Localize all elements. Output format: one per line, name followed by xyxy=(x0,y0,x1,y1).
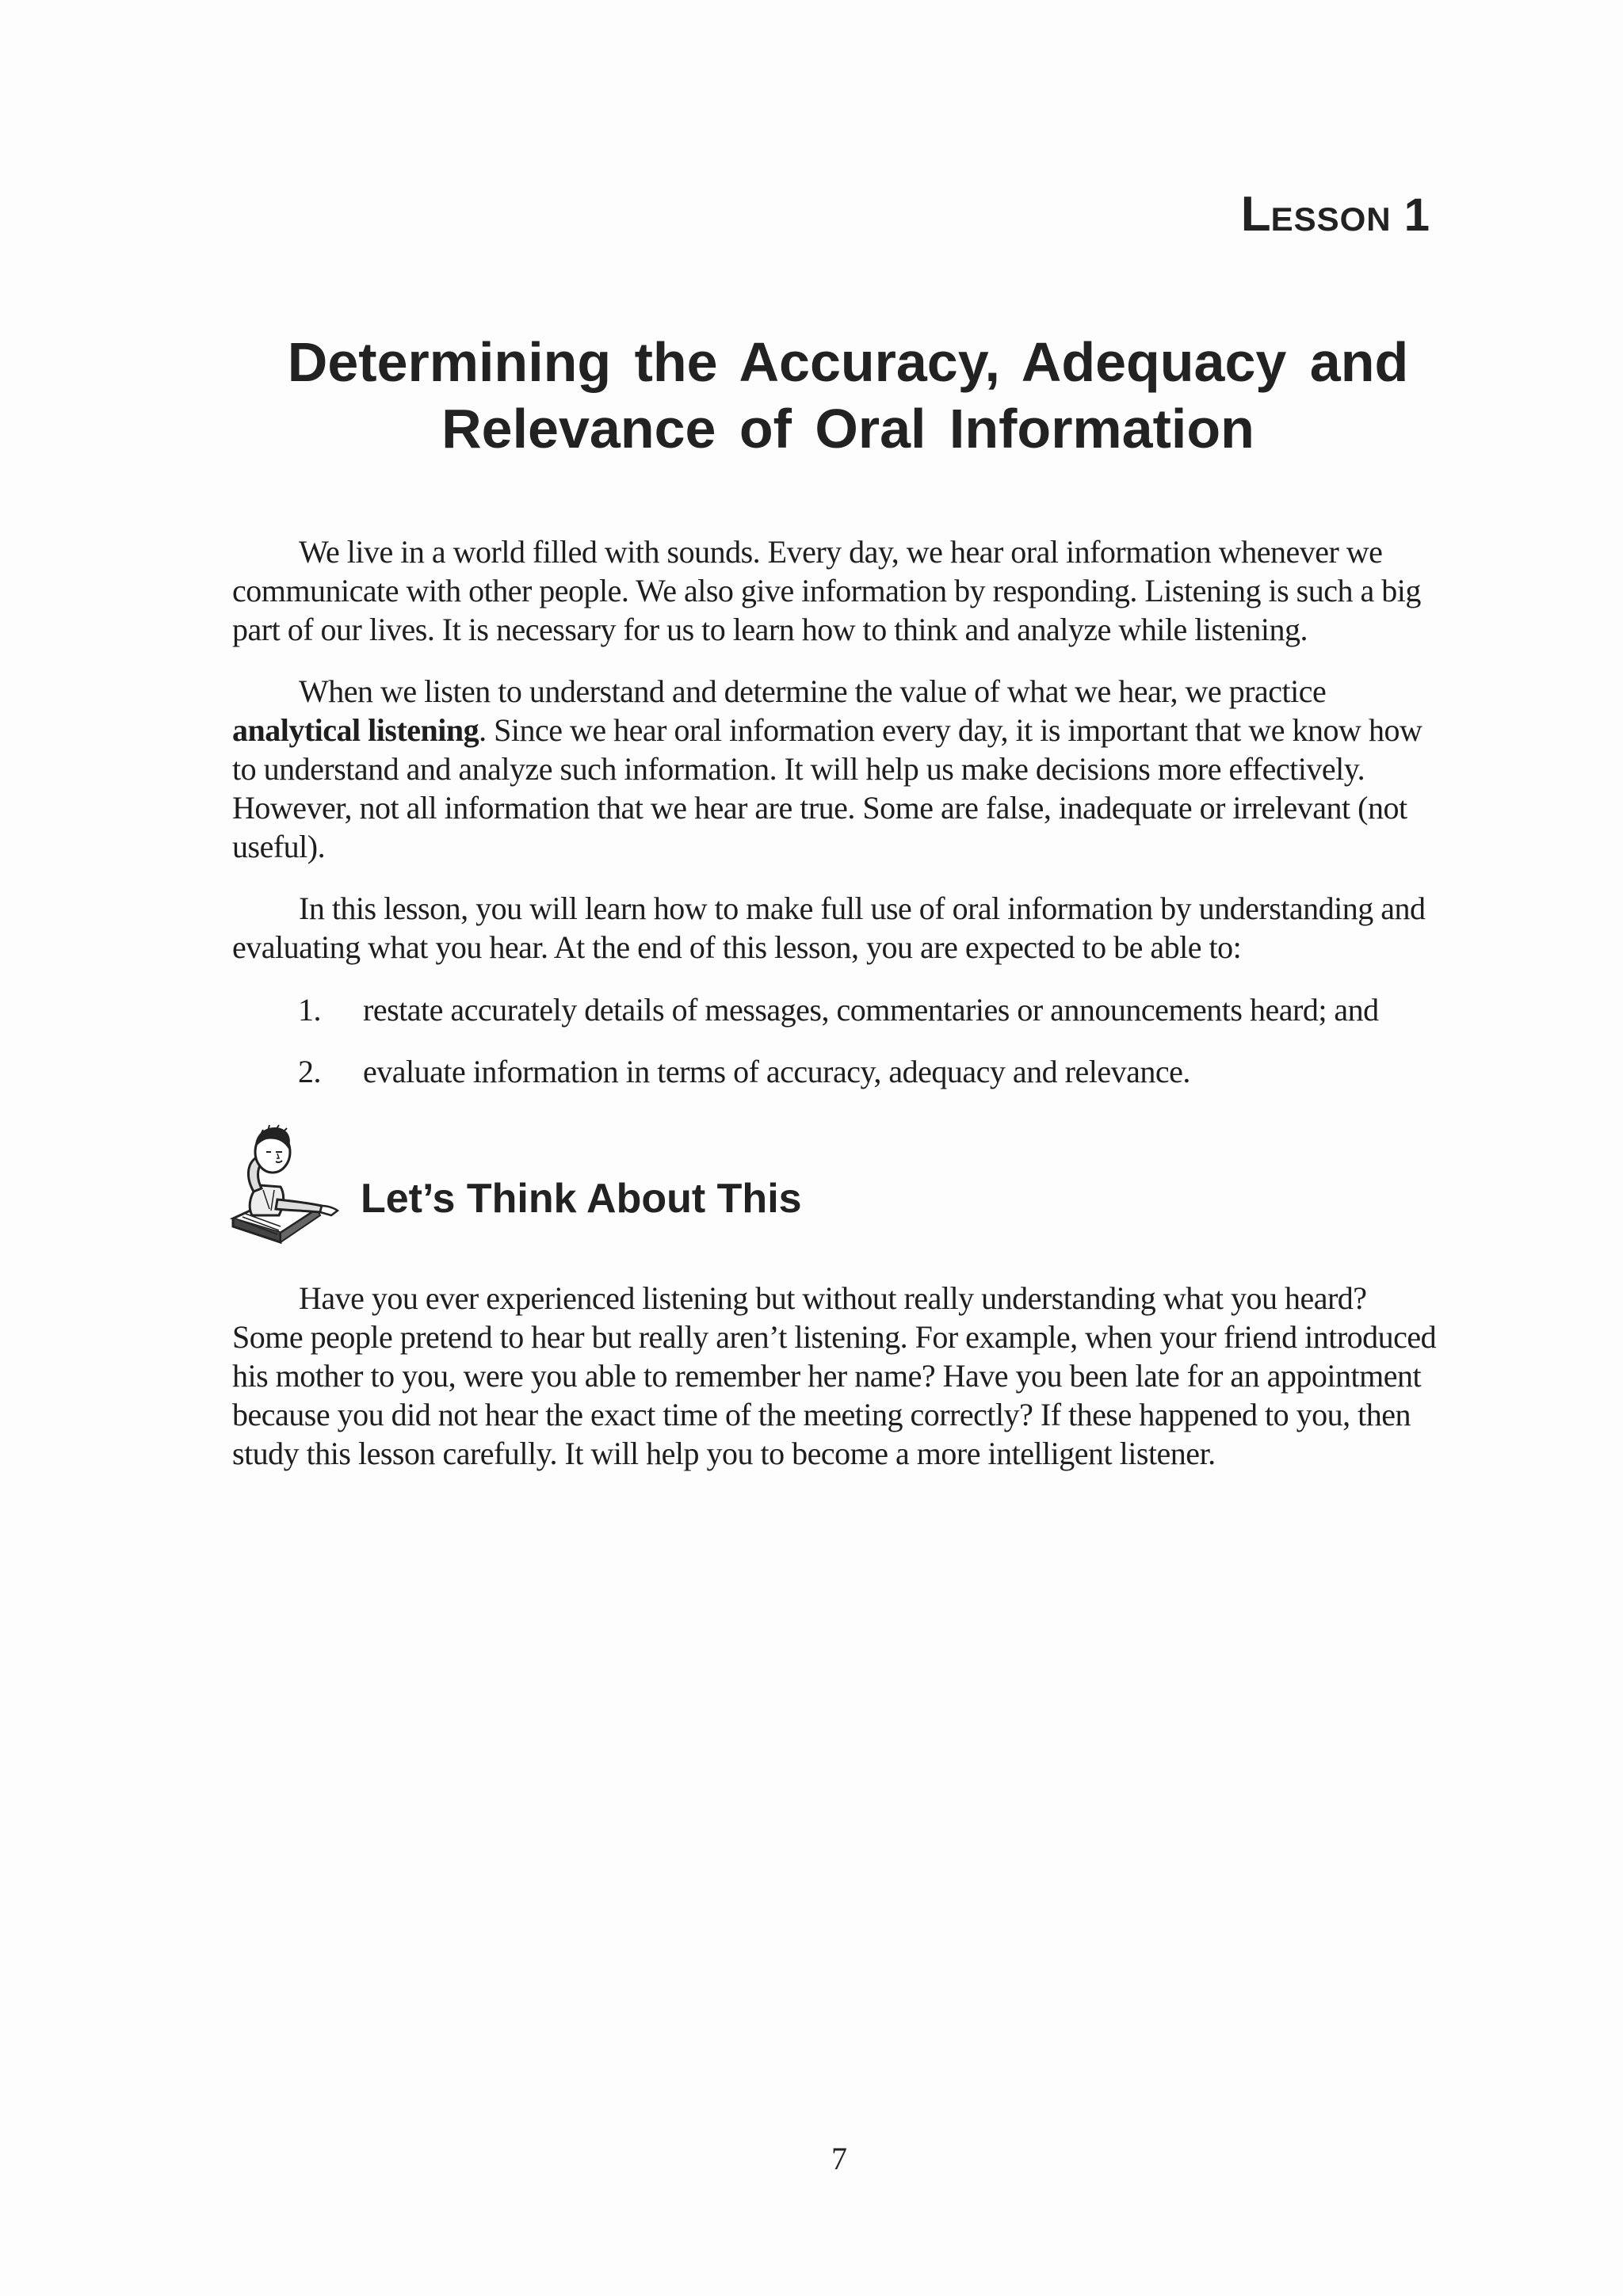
title-line-1: Determining the Accuracy, Adequacy and xyxy=(287,331,1409,393)
page-title xyxy=(198,329,1498,462)
intro-paragraph-2-start: When we listen to understand and determine the value of what we hear, we practice xyxy=(299,673,1327,709)
lesson-label xyxy=(1241,187,1430,247)
lesson-label-smallcaps: ESSON xyxy=(1270,200,1392,238)
intro-paragraph-2-end: . Since we hear oral information every day, it is important that we know how to understand and analyze such information. It will help us make decisions more effectively. However, not all information that we hear are true. Some are false, inadequate or irrelevant (not useful). xyxy=(232,712,1423,864)
intro-paragraph-3-text: In this lesson, you will learn how to make full use of oral information by understanding and evaluating what you hear. At the end of this lesson, you are expected to be able to: xyxy=(232,891,1426,965)
list-item-number: 1. xyxy=(298,992,321,1028)
list-item-number: 2. xyxy=(298,1054,321,1089)
section-paragraph-text: Have you ever experienced listening but without really understanding what you heard? Some people pretend to hear but really aren’t listening. For example, when your friend introduced his mother to you, were you able to remember her name? Have you been late for an appointment because you did not hear the exact time of the meeting correctly? If these happened to you, then study this lesson carefully. It will help you to become a more intelligent listener. xyxy=(232,1280,1437,1471)
analytical-listening-term: analytical listening xyxy=(232,712,479,748)
thinking-student-icon xyxy=(228,1117,347,1248)
lesson-label-initial: L xyxy=(1240,187,1271,242)
lesson-label-number: 1 xyxy=(1391,189,1430,241)
intro-paragraph-2 xyxy=(232,672,1437,866)
title-line-2: Relevance of Oral Information xyxy=(441,398,1254,460)
list-item xyxy=(298,990,1379,1029)
list-item-text: restate accurately details of messages, commentaries or announcements heard; and xyxy=(363,992,1379,1028)
page-number: 7 xyxy=(831,2141,847,2176)
intro-paragraph-1 xyxy=(232,532,1437,649)
list-item-text: evaluate information in terms of accuracy, adequacy and relevance. xyxy=(363,1054,1190,1089)
section-paragraph xyxy=(232,1279,1437,1473)
section-heading: Let’s Think About This xyxy=(361,1176,802,1222)
list-item xyxy=(298,1052,1190,1091)
intro-paragraph-3 xyxy=(232,889,1437,967)
intro-paragraph-1-text: We live in a world filled with sounds. Every day, we hear oral information whenever we communicate with other people. We also give information by responding. Listening is such a big part of our lives. It is necessary for us to learn how to think and analyze while listening. xyxy=(232,534,1421,647)
